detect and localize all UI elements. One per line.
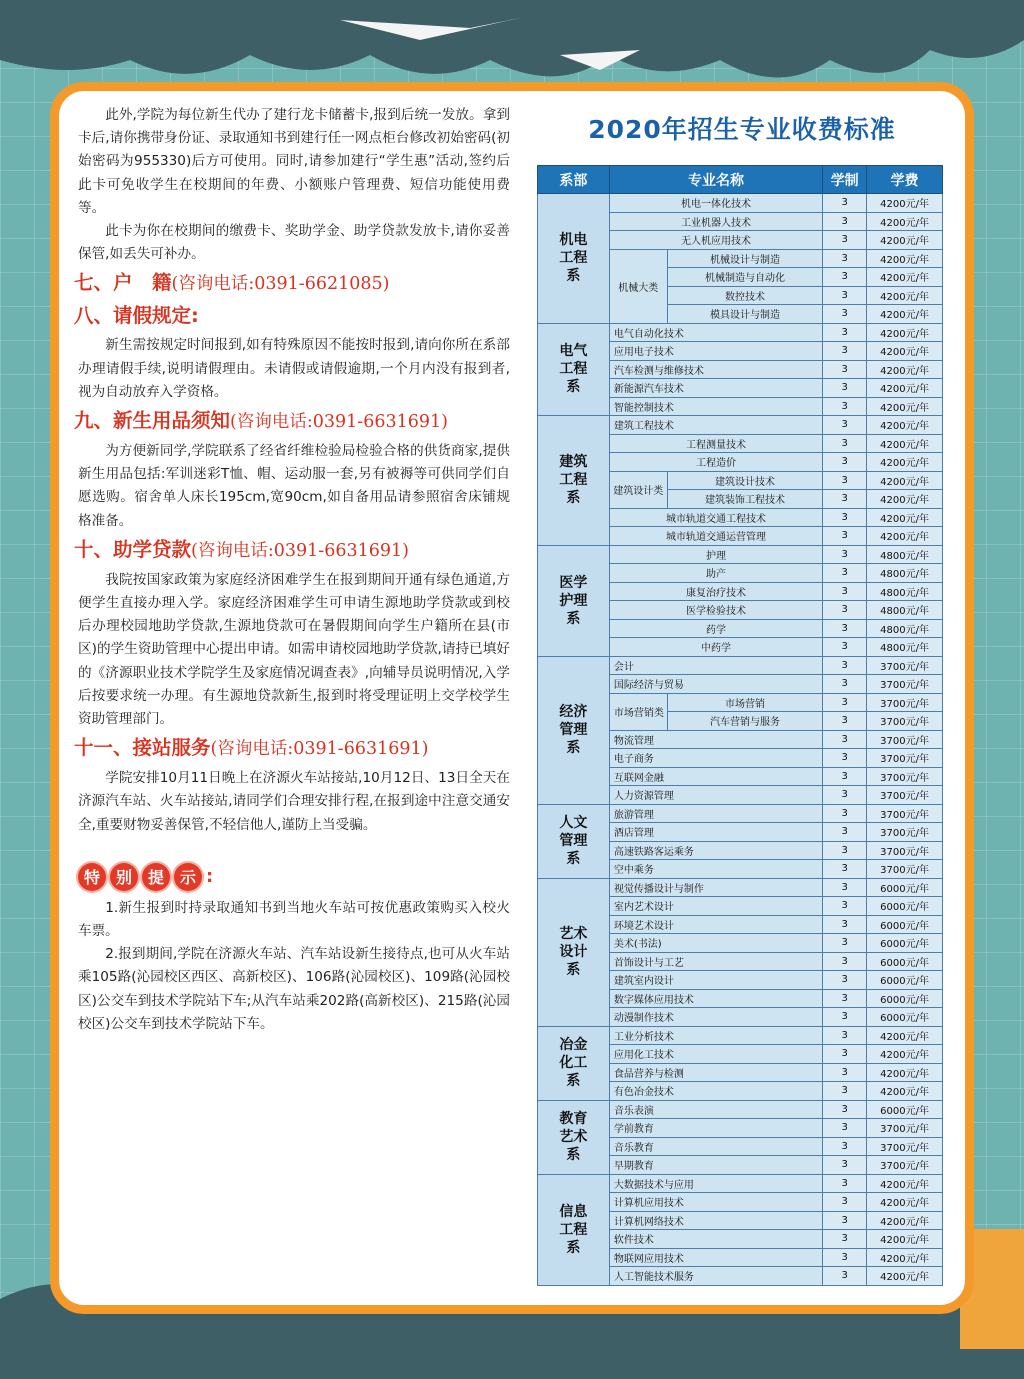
major-cell: 建筑工程技术 <box>609 416 822 435</box>
section-phone: (咨询电话:0391-6631691) <box>210 739 429 760</box>
section-title: 十、助学贷款 <box>74 537 192 561</box>
fee-cell: 6000元/年 <box>867 915 943 934</box>
fee-cell: 4200元/年 <box>867 286 943 305</box>
years-cell: 3 <box>823 675 867 694</box>
major-cell: 机电一体化技术 <box>609 194 822 213</box>
header-fee: 学费 <box>867 166 943 194</box>
table-row <box>538 1026 943 1045</box>
years-cell: 3 <box>823 1119 867 1138</box>
major-cell: 音乐表演 <box>609 1100 822 1119</box>
years-cell: 3 <box>823 545 867 564</box>
section-title: 十一、接站服务 <box>74 736 211 760</box>
major-cell: 计算机应用技术 <box>609 1193 822 1212</box>
years-cell: 3 <box>823 823 867 842</box>
years-cell: 3 <box>823 582 867 601</box>
fee-cell: 6000元/年 <box>867 934 943 953</box>
dept-name: 医学护理系 <box>559 574 588 627</box>
fee-cell: 4200元/年 <box>867 342 943 361</box>
fee-cell: 4800元/年 <box>867 582 943 601</box>
dept-name: 冶金化工系 <box>559 1037 588 1089</box>
major-cell: 应用化工技术 <box>609 1045 822 1064</box>
tip-badge-colon: : <box>206 865 214 887</box>
years-cell: 3 <box>823 656 867 675</box>
fee-table-title: 2020年招生专业收费标准 <box>588 115 896 144</box>
years-cell: 3 <box>823 786 867 805</box>
major-cell: 助产 <box>609 564 822 583</box>
section-loan-heading <box>74 536 510 565</box>
section-supplies-text: 为方便新同学,学院联系了经省纤维检验局检验合格的供货商家,提供新生用品包括:军训迷彩T恤、帽、运动服一套,另有被褥等可供同学们自愿选购。宿舍单人床长195cm,宽90cm,如自备用品请参照宿舍床铺规格准备。 <box>78 443 510 529</box>
years-cell: 3 <box>823 638 867 657</box>
dept-cell <box>538 656 610 804</box>
fee-cell: 4800元/年 <box>867 545 943 564</box>
years-cell: 3 <box>823 897 867 916</box>
fee-cell: 3700元/年 <box>867 1156 943 1175</box>
tip-badge-char: 特 <box>78 863 106 891</box>
dept-name: 电气工程系 <box>559 343 588 396</box>
group-cell: 市场营销类 <box>609 693 667 730</box>
fee-table-body <box>538 194 943 1286</box>
major-cell: 中药学 <box>609 638 822 657</box>
major-cell: 计算机网络技术 <box>609 1211 822 1230</box>
years-cell: 3 <box>823 601 867 620</box>
notice-column <box>74 104 510 1036</box>
dept-cell <box>538 194 610 324</box>
fee-cell: 4200元/年 <box>867 1230 943 1249</box>
dept-cell <box>538 545 610 656</box>
fee-cell: 4200元/年 <box>867 490 943 509</box>
years-cell: 3 <box>823 619 867 638</box>
major-cell: 大数据技术与应用 <box>609 1174 822 1193</box>
major-cell: 人工智能技术服务 <box>609 1267 822 1286</box>
major-cell: 数字媒体应用技术 <box>609 989 822 1008</box>
fee-cell: 4200元/年 <box>867 453 943 472</box>
years-cell: 3 <box>823 1026 867 1045</box>
major-cell: 建筑设计技术 <box>667 471 823 490</box>
section-leave-heading <box>74 302 510 330</box>
major-cell: 食品营养与检测 <box>609 1063 822 1082</box>
major-cell: 护理 <box>609 545 822 564</box>
major-cell: 数控技术 <box>667 286 823 305</box>
years-cell: 3 <box>823 1008 867 1027</box>
section-loan-text: 我院按国家政策为家庭经济困难学生在报到期间开通有绿色通道,方便学生直接办理入学。家庭经济困难学生可申请生源地助学贷款或到校后办理校园地助学贷款,生源地贷款可在暑假期间向学生户籍所在县(市区)的学生资助管理中心提出申请。如需申请校园地助学贷款,请持已填好的《济源职业技术学院学生及家庭情况调查表》,向辅导员说明情况,入学后按要求统一办理。有生源地贷款新生,报到时将受理证明上交学校学生资助管理部门。 <box>78 571 510 728</box>
major-cell: 城市轨道交通运营管理 <box>609 527 822 546</box>
fee-cell: 4200元/年 <box>867 360 943 379</box>
section-pickup-text: 学院安排10月11日晚上在济源火车站接站,10月12日、13日全天在济源汽车站、火车站接站,请同学们合理安排行程,在报到途中注意交通安全,重要财物妥善保管,不轻信他人,谨防上当受骗。 <box>78 770 510 833</box>
table-row <box>538 1100 943 1119</box>
fee-cell: 4200元/年 <box>867 249 943 268</box>
special-tips-badge <box>78 863 510 891</box>
years-cell: 3 <box>823 1193 867 1212</box>
major-cell: 旅游管理 <box>609 804 822 823</box>
years-cell: 3 <box>823 305 867 324</box>
years-cell: 3 <box>823 416 867 435</box>
years-cell: 3 <box>823 841 867 860</box>
fee-table <box>537 165 943 1286</box>
fee-cell: 3700元/年 <box>867 675 943 694</box>
fee-table-header <box>538 166 943 194</box>
table-row <box>538 323 943 342</box>
fee-cell: 4200元/年 <box>867 1063 943 1082</box>
fee-cell: 4200元/年 <box>867 397 943 416</box>
major-cell: 药学 <box>609 619 822 638</box>
years-cell: 3 <box>823 527 867 546</box>
major-cell: 物联网应用技术 <box>609 1248 822 1267</box>
major-cell: 市场营销 <box>667 693 823 712</box>
years-cell: 3 <box>823 194 867 213</box>
years-cell: 3 <box>823 434 867 453</box>
major-cell: 模具设计与制造 <box>667 305 823 324</box>
years-cell: 3 <box>823 1100 867 1119</box>
dept-name: 艺术设计系 <box>559 926 588 978</box>
fee-cell: 4800元/年 <box>867 564 943 583</box>
fee-cell: 3700元/年 <box>867 656 943 675</box>
years-cell: 3 <box>823 453 867 472</box>
major-cell: 电气自动化技术 <box>609 323 822 342</box>
tip-badge-char: 提 <box>142 863 170 891</box>
major-cell: 汽车检测与维修技术 <box>609 360 822 379</box>
fee-cell: 4800元/年 <box>867 638 943 657</box>
intro-paragraph-2: 此卡为你在校期间的缴费卡、奖助学金、助学贷款发放卡,请你妥善保管,如丢失可补办。 <box>78 223 510 263</box>
fee-cell: 3700元/年 <box>867 786 943 805</box>
fee-cell: 4200元/年 <box>867 1211 943 1230</box>
fee-cell: 3700元/年 <box>867 749 943 768</box>
major-cell: 机械制造与自动化 <box>667 268 823 287</box>
years-cell: 3 <box>823 212 867 231</box>
major-cell: 动漫制作技术 <box>609 1008 822 1027</box>
fee-cell: 4200元/年 <box>867 434 943 453</box>
years-cell: 3 <box>823 1248 867 1267</box>
years-cell: 3 <box>823 971 867 990</box>
fee-cell: 4200元/年 <box>867 194 943 213</box>
years-cell: 3 <box>823 249 867 268</box>
fee-cell: 4200元/年 <box>867 471 943 490</box>
fee-cell: 3700元/年 <box>867 823 943 842</box>
major-cell: 视觉传播设计与制作 <box>609 878 822 897</box>
section-leave-text: 新生需按规定时间报到,如有特殊原因不能按时报到,请向你所在系部办理请假手续,说明请假理由。未请假或请假逾期,一个月内没有报到者,视为自动放弃入学资格。 <box>78 337 510 400</box>
years-cell: 3 <box>823 1156 867 1175</box>
fee-cell: 6000元/年 <box>867 878 943 897</box>
fee-cell: 4800元/年 <box>867 601 943 620</box>
dept-cell <box>538 416 610 546</box>
years-cell: 3 <box>823 749 867 768</box>
major-cell: 酒店管理 <box>609 823 822 842</box>
major-cell: 软件技术 <box>609 1230 822 1249</box>
header-major: 专业名称 <box>609 166 822 194</box>
major-cell: 室内艺术设计 <box>609 897 822 916</box>
major-cell: 智能控制技术 <box>609 397 822 416</box>
years-cell: 3 <box>823 804 867 823</box>
years-cell: 3 <box>823 564 867 583</box>
fee-cell: 3700元/年 <box>867 841 943 860</box>
fee-cell: 4200元/年 <box>867 379 943 398</box>
header-years: 学制 <box>823 166 867 194</box>
fee-cell: 4200元/年 <box>867 1045 943 1064</box>
section-title: 八、请假规定: <box>74 304 199 328</box>
major-cell: 早期教育 <box>609 1156 822 1175</box>
major-cell: 工程测量技术 <box>609 434 822 453</box>
fee-cell: 4200元/年 <box>867 527 943 546</box>
major-cell: 工程造价 <box>609 453 822 472</box>
fee-cell: 4200元/年 <box>867 231 943 250</box>
dept-cell <box>538 1100 610 1174</box>
major-cell: 人力资源管理 <box>609 786 822 805</box>
major-cell: 建筑装饰工程技术 <box>667 490 823 509</box>
major-cell: 工业分析技术 <box>609 1026 822 1045</box>
group-cell: 机械大类 <box>609 249 667 323</box>
years-cell: 3 <box>823 1267 867 1286</box>
dept-cell <box>538 323 610 416</box>
fee-cell: 4200元/年 <box>867 212 943 231</box>
major-cell: 空中乘务 <box>609 860 822 879</box>
years-cell: 3 <box>823 231 867 250</box>
major-cell: 互联网金融 <box>609 767 822 786</box>
fee-cell: 4200元/年 <box>867 305 943 324</box>
years-cell: 3 <box>823 286 867 305</box>
years-cell: 3 <box>823 1230 867 1249</box>
fee-cell: 4200元/年 <box>867 1193 943 1212</box>
group-cell: 建筑设计类 <box>609 471 667 508</box>
fee-cell: 3700元/年 <box>867 804 943 823</box>
tip-item-2: 2.报到期间,学院在济源火车站、汽车站设新生接待点,也可从火车站乘105路(沁园校区西区、高新校区)、106路(沁园校区)、109路(沁园校区)公交车到技术学院站下车;从汽车站乘202路(高新校区)、215路(沁园校区)公交车到技术学院站下车。 <box>78 946 510 1032</box>
major-cell: 无人机应用技术 <box>609 231 822 250</box>
section-title: 七、户 籍 <box>74 271 172 295</box>
years-cell: 3 <box>823 730 867 749</box>
fee-cell: 4200元/年 <box>867 1267 943 1286</box>
section-phone: (咨询电话:0391-6631691) <box>230 412 448 433</box>
dept-name: 经济管理系 <box>559 704 588 756</box>
major-cell: 物流管理 <box>609 730 822 749</box>
intro-paragraph-1: 此外,学院为每位新生代办了建行龙卡储蓄卡,报到后统一发放。拿到卡后,请你携带身份证、录取通知书到建行任一网点柜台修改初始密码(初始密码为955330)后方可使用。同时,请参加建行“学生惠”活动,签约后此卡可免收学生在校期间的年费、小额账户管理费、短信功能使用费等。 <box>78 107 510 216</box>
major-cell: 康复治疗技术 <box>609 582 822 601</box>
fee-cell: 6000元/年 <box>867 952 943 971</box>
years-cell: 3 <box>823 1063 867 1082</box>
table-row <box>538 194 943 213</box>
table-row <box>538 545 943 564</box>
major-cell: 新能源汽车技术 <box>609 379 822 398</box>
years-cell: 3 <box>823 342 867 361</box>
fee-cell: 4200元/年 <box>867 1248 943 1267</box>
years-cell: 3 <box>823 1082 867 1101</box>
years-cell: 3 <box>823 934 867 953</box>
years-cell: 3 <box>823 490 867 509</box>
major-cell: 有色冶金技术 <box>609 1082 822 1101</box>
years-cell: 3 <box>823 860 867 879</box>
years-cell: 3 <box>823 471 867 490</box>
fee-cell: 4200元/年 <box>867 1082 943 1101</box>
major-cell: 国际经济与贸易 <box>609 675 822 694</box>
years-cell: 3 <box>823 915 867 934</box>
fee-cell: 3700元/年 <box>867 1119 943 1138</box>
major-cell: 电子商务 <box>609 749 822 768</box>
fee-cell: 4200元/年 <box>867 1026 943 1045</box>
years-cell: 3 <box>823 1211 867 1230</box>
major-cell: 机械设计与制造 <box>667 249 823 268</box>
major-cell: 应用电子技术 <box>609 342 822 361</box>
dept-name: 建筑工程系 <box>559 454 588 507</box>
fee-cell: 4200元/年 <box>867 508 943 527</box>
fee-cell: 4800元/年 <box>867 619 943 638</box>
dept-name: 信息工程系 <box>559 1203 588 1256</box>
fee-cell: 6000元/年 <box>867 971 943 990</box>
years-cell: 3 <box>823 1174 867 1193</box>
years-cell: 3 <box>823 508 867 527</box>
section-phone: (咨询电话:0391-6621085) <box>171 274 390 295</box>
years-cell: 3 <box>823 1045 867 1064</box>
major-cell: 学前教育 <box>609 1119 822 1138</box>
major-cell: 环境艺术设计 <box>609 915 822 934</box>
section-title: 九、新生用品须知 <box>74 409 231 433</box>
dept-cell <box>538 804 610 878</box>
fee-cell: 6000元/年 <box>867 989 943 1008</box>
years-cell: 3 <box>823 878 867 897</box>
fee-cell: 3700元/年 <box>867 767 943 786</box>
years-cell: 3 <box>823 360 867 379</box>
table-row <box>538 416 943 435</box>
major-cell: 汽车营销与服务 <box>667 712 823 731</box>
dept-name: 机电工程系 <box>559 232 588 285</box>
years-cell: 3 <box>823 712 867 731</box>
section-supplies-heading <box>74 407 510 436</box>
table-row <box>538 656 943 675</box>
dept-cell <box>538 1026 610 1100</box>
tip-badge-char: 别 <box>110 863 138 891</box>
dept-name: 教育艺术系 <box>559 1111 588 1163</box>
years-cell: 3 <box>823 693 867 712</box>
years-cell: 3 <box>823 397 867 416</box>
major-cell: 建筑室内设计 <box>609 971 822 990</box>
dept-cell <box>538 1174 610 1285</box>
major-cell: 音乐教育 <box>609 1137 822 1156</box>
years-cell: 3 <box>823 1137 867 1156</box>
years-cell: 3 <box>823 989 867 1008</box>
section-pickup-heading <box>74 734 510 763</box>
years-cell: 3 <box>823 268 867 287</box>
header-dept: 系部 <box>538 166 610 194</box>
major-cell: 高速铁路客运乘务 <box>609 841 822 860</box>
section-phone: (咨询电话:0391-6631691) <box>191 540 409 561</box>
years-cell: 3 <box>823 952 867 971</box>
fee-cell: 4200元/年 <box>867 416 943 435</box>
table-row <box>538 878 943 897</box>
dept-cell <box>538 878 610 1026</box>
tip-badge-char: 示 <box>174 863 202 891</box>
fee-cell: 4200元/年 <box>867 268 943 287</box>
years-cell: 3 <box>823 767 867 786</box>
fee-cell: 6000元/年 <box>867 897 943 916</box>
table-row <box>538 804 943 823</box>
fee-cell: 4200元/年 <box>867 323 943 342</box>
major-cell: 工业机器人技术 <box>609 212 822 231</box>
fee-cell: 4200元/年 <box>867 1174 943 1193</box>
fee-cell: 6000元/年 <box>867 1008 943 1027</box>
section-hukou-heading <box>74 269 510 298</box>
major-cell: 城市轨道交通工程技术 <box>609 508 822 527</box>
fee-cell: 6000元/年 <box>867 1100 943 1119</box>
major-cell: 美术(书法) <box>609 934 822 953</box>
tip-item-1: 1.新生报到时持录取通知书到当地火车站可按优惠政策购买入校火车票。 <box>78 899 510 940</box>
table-row <box>538 1174 943 1193</box>
major-cell: 会计 <box>609 656 822 675</box>
years-cell: 3 <box>823 323 867 342</box>
fee-cell: 3700元/年 <box>867 693 943 712</box>
years-cell: 3 <box>823 379 867 398</box>
fee-cell: 3700元/年 <box>867 730 943 749</box>
fee-cell: 3700元/年 <box>867 860 943 879</box>
fee-cell: 3700元/年 <box>867 712 943 731</box>
fee-cell: 3700元/年 <box>867 1137 943 1156</box>
major-cell: 首饰设计与工艺 <box>609 952 822 971</box>
major-cell: 医学检验技术 <box>609 601 822 620</box>
dept-name: 人文管理系 <box>559 815 588 867</box>
